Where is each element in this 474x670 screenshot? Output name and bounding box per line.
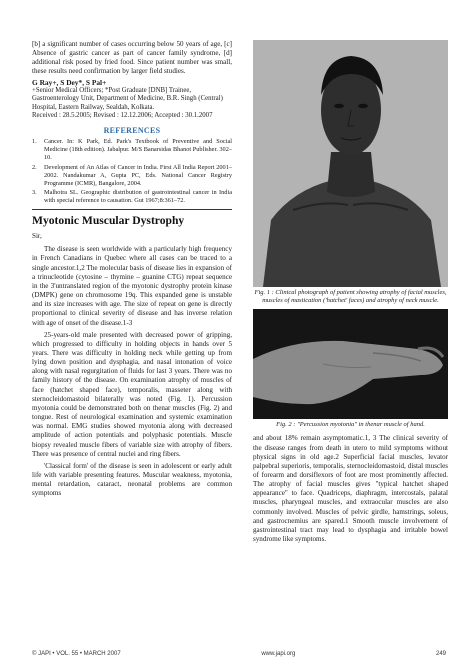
reference-item: [32, 189, 232, 205]
body-paragraph: The disease is seen worldwide with a particularly high frequency in French Canadians in Quebec where all cases can be traced to a single ancestor.1,2 The molecular basis of disease lies in expansion of a trinucleotide (cytosine – thymine – guanine CTG) repeat sequence in the 3'untranslated region of the myotonic dystrophy protein kinase (DMPK) gene on chromosome 19q. This expanded gene is unstable and its size increases with age. The size of repeat on gene is directly proportional to clinical severity of disease and has inverse relation with age of onset of the disease.1-3: [32, 245, 232, 327]
salutation: Sir,: [32, 232, 42, 241]
reference-number: 2.: [32, 163, 37, 171]
page-number: 249: [435, 651, 446, 657]
journal-website: www.japi.org: [261, 651, 296, 657]
reference-list: [32, 138, 232, 205]
article-title: Myotonic Muscular Dystrophy: [32, 214, 185, 228]
references-heading: REFERENCES: [103, 126, 161, 135]
reference-item: [32, 164, 232, 188]
reference-text: Malhotra SL. Geographic distribution of gastrointestinal cancer in India with special reference to causation. Gut 1967;8:361–72.: [44, 189, 232, 205]
section-divider: [32, 209, 232, 210]
left-column: [32, 40, 232, 498]
reference-text: Development of An Atlas of Cancer in India. First All India Report 2001–2002. Nandakumar A, Gupta PC, Eds. National Cancer Registry Programme (ICMR), Bangalore, 2004.: [44, 163, 232, 187]
thenar-hand-photo: [253, 309, 448, 419]
patient-face-photo: [253, 40, 448, 287]
reference-number: 3.: [32, 189, 37, 197]
previous-letter-conclusion: [b] a significant number of cases occurring below 50 years of age, [c] Absence of gastric cancer as part of cancer family syndrome, [d] additional risk posed by fried food. Since patient number was small, these results need confirmation by larger field studies.: [32, 40, 232, 76]
body-paragraph: 'Classical form' of the disease is seen in adolescent or early adult life with variable presenting features. Muscular weakness, myotonia, mental retardation, cataract, neonatal problems are common symptoms: [32, 461, 232, 498]
figure-2-photo: [253, 309, 448, 419]
reference-item: [32, 138, 232, 162]
reference-number: 1.: [32, 138, 37, 145]
body-paragraph: 25-years-old male presented with decreased power of gripping, which progressed to difficulty in holding objects in hands over 5 years. There was difficulty in holding neck while getting up from lying down position and dysphagia, and nasal intonation of voice along with nasal regurgitation of fluids for last 3 years. There was no family history of the disease. On examination atrophy of muscles of face (hatchet shaped face), temporalis, masseter along with sternocleidomastoid bilaterally was noted (Fig. 1). Percussion myotonia could be demonstrated both on thenar muscles (Fig. 2) and tongue. Rest of neurological examination and systemic examination was normal. EMG studies showed myotonia along with decreased amplitude of action potentials and polyphasic potentials. Muscle biopsy revealed muscle fibers of variable size with atrophy of fibers. There was presence of central nuclei and ring fibers.: [32, 330, 232, 458]
figure-1-caption: Fig. 1 : Clinical photograph of patient showing atrophy of facial muscles, muscles of mastication ('hatchet' faces) and atrophy of neck muscle.: [254, 289, 447, 304]
authors: G Ray+, S Dey*, S Pal+: [32, 77, 107, 87]
affiliation: +Senior Medical Officers; *Post Graduate [DNB] Trainee, Gastroenterology Unit, Department of Medicine, B.R. Singh (Central) Hospital, Eastern Railway, Sealdah, Kolkata.: [32, 86, 223, 111]
journal-issue: © JAPI • VOL. 55 • MARCH 2007: [32, 651, 121, 657]
reference-text: Cancer. In: K Park, Ed. Park's Textbook of Preventive and Social Medicine (18th edition). Jabalpur. M/S Banarsidas Bhanot Publisher. 302–10.: [44, 138, 232, 161]
right-column: [253, 40, 448, 544]
page-footer: [32, 651, 446, 657]
body-paragraph: and about 18% remain asymptomatic.1, 3 The clinical severity of the disease ranges from death in utero to mild symptoms without physical signs in old age.2 Superficial facial muscles, levator palpebral superioris, temporalis, sternocleidomastoid, distal muscles of forearm and dorsiflexors of foot are most prominently affected. The atrophy of facial muscles gives "typical hatchet shaped appearance" to face. Quadriceps, diaphragm, intercostals, palatal muscles, pharyngeal muscles, and extraocular muscles are also commonly involved. Muscles of pelvic girdle, hamstrings, soleus, and gastrocnemius are spared.1 Smooth muscle involvement of gastrointestinal tract may lead to dysphagia and irritable bowel syndrome like symptoms.: [253, 434, 448, 544]
received-dates: Received : 28.5.2005; Revised : 12.12.2006; Accepted : 30.1.2007: [32, 112, 213, 120]
figure-2-caption: Fig. 2 : "Percussion myotonia" in thenar muscle of hand.: [276, 420, 425, 428]
figure-1-photo: [253, 40, 448, 287]
